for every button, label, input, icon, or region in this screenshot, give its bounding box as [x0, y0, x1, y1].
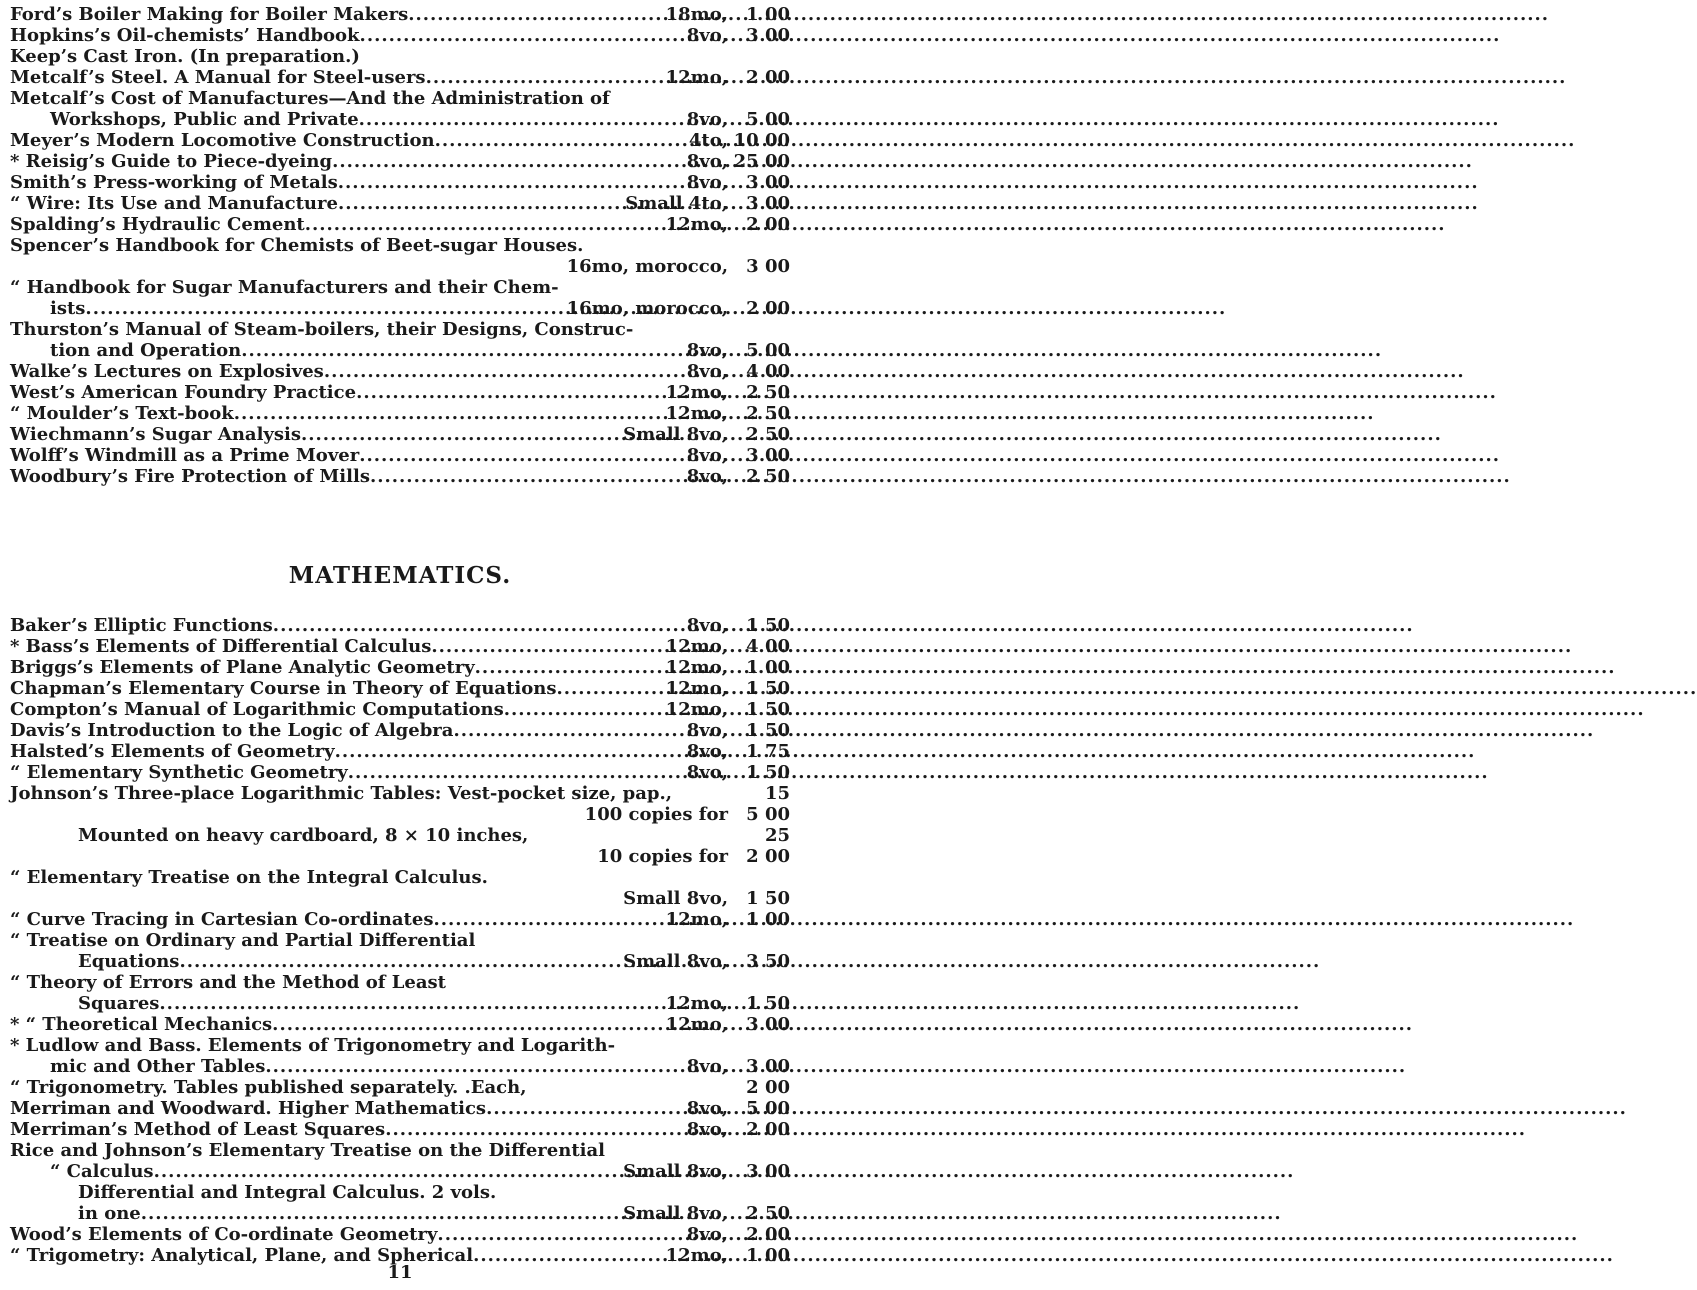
catalog-entry [10, 951, 790, 972]
entry-format: 8vo, [686, 1098, 728, 1119]
entry-price: 2 00 [746, 298, 790, 319]
entry-format: Small 8vo, [623, 424, 728, 445]
catalog-entry [10, 109, 790, 130]
entry-title: Wood’s Elements of Co-ordinate Geometry [10, 1224, 438, 1245]
entry-format: 12mo, [665, 657, 728, 678]
entry-title: Workshops, Public and Private [50, 109, 359, 130]
catalog-entry [10, 825, 790, 846]
entry-format: 12mo, [665, 699, 728, 720]
entry-format: 16mo, morocco, [566, 256, 728, 277]
entry-format: 12mo, [665, 636, 728, 657]
catalog-entry [10, 1035, 790, 1056]
entry-price: 3 00 [746, 445, 790, 466]
entry-leader [50, 340, 687, 361]
catalog-entry [10, 67, 790, 88]
dot-leader [453, 720, 1594, 741]
catalog-page [0, 0, 800, 1290]
entry-price: 15 [764, 783, 790, 804]
entry-price: 1 50 [746, 993, 790, 1014]
entry-leader [10, 699, 666, 720]
entry-price: 5 00 [746, 1098, 790, 1119]
catalog-entry [10, 1224, 790, 1245]
entry-price: 1 00 [746, 1245, 790, 1266]
entry-title: Metcalf’s Cost of Manufactures—And the Administration of [10, 88, 610, 109]
entry-price: 3 00 [746, 193, 790, 214]
entry-leader [10, 424, 623, 445]
entry-price: 4 00 [746, 361, 790, 382]
dot-leader [435, 130, 1576, 151]
entry-leader [10, 615, 687, 636]
catalog-entry [10, 1119, 790, 1140]
entry-title: “ Handbook for Sugar Manufacturers and their Chem- [10, 277, 559, 298]
catalog-entry [10, 382, 790, 403]
entry-price: 2 00 [746, 1119, 790, 1140]
entry-leader [10, 678, 666, 699]
entry-format: 8vo, [686, 172, 728, 193]
catalog-entry [10, 361, 790, 382]
dot-leader [385, 1119, 1526, 1140]
dot-leader [273, 615, 1414, 636]
engineering-book-list [10, 4, 790, 487]
dot-leader [272, 1014, 1413, 1035]
entry-format: 8vo, [686, 1224, 728, 1245]
entry-price: 1 50 [746, 762, 790, 783]
entry-leader [78, 993, 666, 1014]
entry-title: Squares [78, 993, 160, 1014]
entry-title: Smith’s Press-working of Metals [10, 172, 338, 193]
entry-price: 1 50 [746, 678, 790, 699]
catalog-entry [10, 867, 790, 888]
catalog-entry [10, 235, 790, 256]
entry-title: Rice and Johnson’s Elementary Treatise on the Differential [10, 1140, 605, 1161]
dot-leader [431, 636, 1572, 657]
entry-leader [10, 151, 687, 172]
entry-leader [10, 130, 689, 151]
entry-price: 1 75 [746, 741, 790, 762]
entry-format: 8vo, [686, 615, 728, 636]
entry-format: 12mo, [665, 67, 728, 88]
entry-format: 18mo, [665, 4, 728, 25]
catalog-entry [10, 25, 790, 46]
catalog-entry [10, 741, 790, 762]
dot-leader [437, 1224, 1578, 1245]
entry-price: 3 50 [746, 951, 790, 972]
entry-format: 8vo, [686, 1119, 728, 1140]
entry-format: 4to, [688, 130, 728, 151]
dot-leader [335, 741, 1476, 762]
catalog-entry [10, 993, 790, 1014]
entry-format: 8vo, [686, 151, 728, 172]
entry-title: tion and Operation [50, 340, 242, 361]
catalog-entry [10, 888, 790, 909]
dot-leader [426, 67, 1567, 88]
entry-title: “ Moulder’s Text-book [10, 403, 234, 424]
entry-title: * Ludlow and Bass. Elements of Trigonometry and Logarith- [10, 1035, 616, 1056]
entry-title: “ Elementary Treatise on the Integral Calculus. [10, 867, 488, 888]
entry-title: “ Theory of Errors and the Method of Least [10, 972, 446, 993]
catalog-entry [10, 424, 790, 445]
entry-format: 8vo, [686, 741, 728, 762]
dot-leader [408, 4, 1549, 25]
entry-format: 8vo, [686, 1056, 728, 1077]
catalog-entry [10, 1203, 790, 1224]
entry-price: 5 00 [746, 109, 790, 130]
entry-title: Metcalf’s Steel. A Manual for Steel-users [10, 67, 426, 88]
entry-price: 4 00 [746, 636, 790, 657]
entry-title: “ Treatise on Ordinary and Partial Differential [10, 930, 476, 951]
entry-title: Briggs’s Elements of Plane Analytic Geometry [10, 657, 475, 678]
entry-leader [50, 298, 567, 319]
dot-leader [332, 151, 1473, 172]
dot-leader [475, 657, 1616, 678]
entry-format: 12mo, [665, 1245, 728, 1266]
entry-format: 8vo, [686, 109, 728, 130]
entry-format: 8vo, [686, 762, 728, 783]
entry-format: 12mo, [665, 678, 728, 699]
dot-leader [234, 403, 1375, 424]
entry-format: Small 8vo, [623, 1203, 728, 1224]
entry-price: 1 50 [746, 699, 790, 720]
entry-price: 2 50 [746, 466, 790, 487]
entry-title: Johnson’s Three-place Logarithmic Tables: Vest-pocket size, pap., [10, 783, 672, 804]
catalog-entry [10, 214, 790, 235]
catalog-entry [10, 130, 790, 151]
entry-title: Wolff’s Windmill as a Prime Mover [10, 445, 360, 466]
catalog-entry [10, 46, 790, 67]
entry-price: 2 50 [746, 403, 790, 424]
catalog-entry [10, 699, 790, 720]
catalog-entry [10, 1182, 790, 1203]
entry-title: * Reisig’s Guide to Piece-dyeing [10, 151, 333, 172]
entry-format: 10 copies for [597, 846, 728, 867]
entry-title: Woodbury’s Fire Protection of Mills [10, 466, 370, 487]
catalog-entry [10, 466, 790, 487]
entry-leader [10, 67, 666, 88]
entry-price: 10 00 [733, 130, 790, 151]
entry-title: Differential and Integral Calculus. 2 vols. [78, 1182, 497, 1203]
entry-leader [78, 1203, 623, 1224]
entry-leader [10, 1119, 687, 1140]
entry-title: Mounted on heavy cardboard, 8 × 10 inches, [78, 825, 529, 846]
catalog-entry [10, 678, 790, 699]
entry-leader [10, 466, 687, 487]
catalog-entry [10, 846, 790, 867]
entry-price: 5 00 [746, 340, 790, 361]
entry-title: Equations [78, 951, 180, 972]
entry-leader [10, 214, 666, 235]
dot-leader [348, 762, 1489, 783]
entry-format: 12mo, [665, 382, 728, 403]
entry-title: * Bass’s Elements of Differential Calculus [10, 636, 432, 657]
entry-price: 3 00 [746, 1056, 790, 1077]
catalog-entry [10, 909, 790, 930]
catalog-entry [10, 1056, 790, 1077]
entry-title: “ Wire: Its Use and Manufacture [10, 193, 338, 214]
dot-leader [360, 25, 1501, 46]
entry-leader [10, 720, 687, 741]
catalog-entry [10, 445, 790, 466]
entry-format: 8vo, [686, 445, 728, 466]
entry-leader [10, 741, 687, 762]
entry-format: 100 copies for [584, 804, 728, 825]
entry-title: West’s American Foundry Practice [10, 382, 357, 403]
entry-price: 2 50 [746, 1203, 790, 1224]
entry-format: 12mo, [665, 909, 728, 930]
catalog-entry [10, 4, 790, 25]
entry-title: Ford’s Boiler Making for Boiler Makers [10, 4, 409, 25]
mathematics-book-list [10, 615, 790, 1266]
entry-leader [10, 1014, 666, 1035]
dot-leader [301, 424, 1442, 445]
catalog-entry [10, 193, 790, 214]
entry-price: 3 00 [746, 25, 790, 46]
catalog-entry [10, 151, 790, 172]
entry-title: Wiechmann’s Sugar Analysis [10, 424, 301, 445]
catalog-entry [10, 1098, 790, 1119]
catalog-entry [10, 319, 790, 340]
entry-leader [10, 636, 666, 657]
catalog-entry [10, 762, 790, 783]
entry-format: Small 4to, [625, 193, 728, 214]
entry-leader [10, 445, 687, 466]
catalog-entry [10, 804, 790, 825]
entry-title: Spalding’s Hydraulic Cement [10, 214, 305, 235]
section-heading-mathematics: MATHEMATICS. [288, 562, 512, 589]
entry-price: 2 00 [746, 214, 790, 235]
entry-price: 2 00 [746, 846, 790, 867]
page-number: 11 [387, 1262, 413, 1283]
entry-leader [10, 4, 666, 25]
entry-price: 2 00 [746, 1077, 790, 1098]
entry-leader [10, 909, 666, 930]
dot-leader [359, 445, 1500, 466]
dot-leader [324, 361, 1465, 382]
entry-format: 12mo, [665, 993, 728, 1014]
entry-format: 8vo, [686, 361, 728, 382]
entry-format: Small 8vo, [623, 951, 728, 972]
entry-format: 8vo, [686, 25, 728, 46]
catalog-entry [10, 930, 790, 951]
entry-title: “ Calculus [50, 1161, 154, 1182]
entry-price: 1 00 [746, 909, 790, 930]
entry-price: 3 00 [746, 172, 790, 193]
dot-leader [356, 382, 1497, 403]
entry-title: Thurston’s Manual of Steam-boilers, their Designs, Construc- [10, 319, 634, 340]
entry-price: 1 50 [746, 615, 790, 636]
entry-title: “ Elementary Synthetic Geometry [10, 762, 348, 783]
entry-title: Walke’s Lectures on Explosives [10, 361, 324, 382]
catalog-entry [10, 1077, 790, 1098]
dot-leader [241, 340, 1382, 361]
entry-format: 8vo, [686, 466, 728, 487]
dot-leader [338, 172, 1479, 193]
entry-format: Small 8vo, [623, 1161, 728, 1182]
entry-title: “ Trigometry: Analytical, Plane, and Spherical [10, 1245, 474, 1266]
entry-title: Meyer’s Modern Locomotive Construction [10, 130, 435, 151]
entry-price: 1 50 [746, 888, 790, 909]
entry-title: Davis’s Introduction to the Logic of Algebra [10, 720, 454, 741]
entry-price: 25 [764, 825, 790, 846]
entry-price: 25 00 [733, 151, 790, 172]
catalog-entry [10, 720, 790, 741]
entry-leader [10, 382, 666, 403]
entry-leader [10, 1224, 687, 1245]
entry-format: 16mo, morocco, [566, 298, 728, 319]
catalog-entry [10, 298, 790, 319]
entry-price: 2 00 [746, 67, 790, 88]
entry-price: 1 50 [746, 720, 790, 741]
entry-price: 2 00 [746, 1224, 790, 1245]
dot-leader [305, 214, 1446, 235]
dot-leader [338, 193, 1479, 214]
entry-title: Merriman and Woodward. Higher Mathematics [10, 1098, 487, 1119]
catalog-entry [10, 1140, 790, 1161]
catalog-entry [10, 1014, 790, 1035]
entry-title: ists [50, 298, 86, 319]
dot-leader [265, 1056, 1406, 1077]
entry-price: 3 00 [746, 256, 790, 277]
entry-leader [10, 1098, 687, 1119]
entry-title: “ Curve Tracing in Cartesian Co-ordinates [10, 909, 434, 930]
entry-leader [50, 1056, 687, 1077]
entry-leader [10, 193, 625, 214]
entry-title: Keep’s Cast Iron. (In preparation.) [10, 46, 360, 67]
catalog-entry [10, 1161, 790, 1182]
entry-leader [10, 762, 687, 783]
entry-price: 2 50 [746, 424, 790, 445]
entry-price: 2 50 [746, 382, 790, 403]
entry-leader [10, 25, 687, 46]
dot-leader [359, 109, 1500, 130]
entry-leader [10, 403, 666, 424]
entry-price: 5 00 [746, 804, 790, 825]
catalog-entry [10, 403, 790, 424]
entry-leader [10, 172, 687, 193]
entry-title: Halsted’s Elements of Geometry [10, 741, 335, 762]
entry-format: 12mo, [665, 1014, 728, 1035]
entry-leader [78, 951, 623, 972]
entry-format: 8vo, [686, 720, 728, 741]
entry-format: 8vo, [686, 340, 728, 361]
entry-format: Small 8vo, [623, 888, 728, 909]
catalog-entry [10, 88, 790, 109]
entry-title: Spencer’s Handbook for Chemists of Beet-sugar Houses. [10, 235, 584, 256]
catalog-entry [10, 657, 790, 678]
entry-title: Merriman’s Method of Least Squares [10, 1119, 386, 1140]
entry-title: Chapman’s Elementary Course in Theory of Equations [10, 678, 557, 699]
catalog-entry [10, 172, 790, 193]
entry-title: “ Trigonometry. Tables published separately. .Each, [10, 1077, 527, 1098]
entry-format: 12mo, [665, 214, 728, 235]
dot-leader [370, 466, 1511, 487]
entry-title: Compton’s Manual of Logarithmic Computations [10, 699, 504, 720]
entry-price: 1 00 [746, 657, 790, 678]
dot-leader [486, 1098, 1627, 1119]
entry-leader [50, 1161, 623, 1182]
catalog-entry [10, 256, 790, 277]
catalog-entry [10, 340, 790, 361]
catalog-entry [10, 277, 790, 298]
entry-format: 12mo, [665, 403, 728, 424]
entry-price: 3 00 [746, 1014, 790, 1035]
entry-title: Baker’s Elliptic Functions [10, 615, 273, 636]
entry-title: in one [78, 1203, 141, 1224]
entry-leader [50, 109, 687, 130]
catalog-entry [10, 636, 790, 657]
entry-title: * “ Theoretical Mechanics [10, 1014, 273, 1035]
entry-title: Hopkins’s Oil-chemists’ Handbook [10, 25, 360, 46]
entry-leader [10, 361, 687, 382]
catalog-entry [10, 972, 790, 993]
catalog-entry [10, 615, 790, 636]
dot-leader [433, 909, 1574, 930]
entry-leader [10, 657, 666, 678]
entry-title: mic and Other Tables [50, 1056, 266, 1077]
catalog-entry [10, 783, 790, 804]
entry-price: 3 00 [746, 1161, 790, 1182]
entry-price: 1 00 [746, 4, 790, 25]
